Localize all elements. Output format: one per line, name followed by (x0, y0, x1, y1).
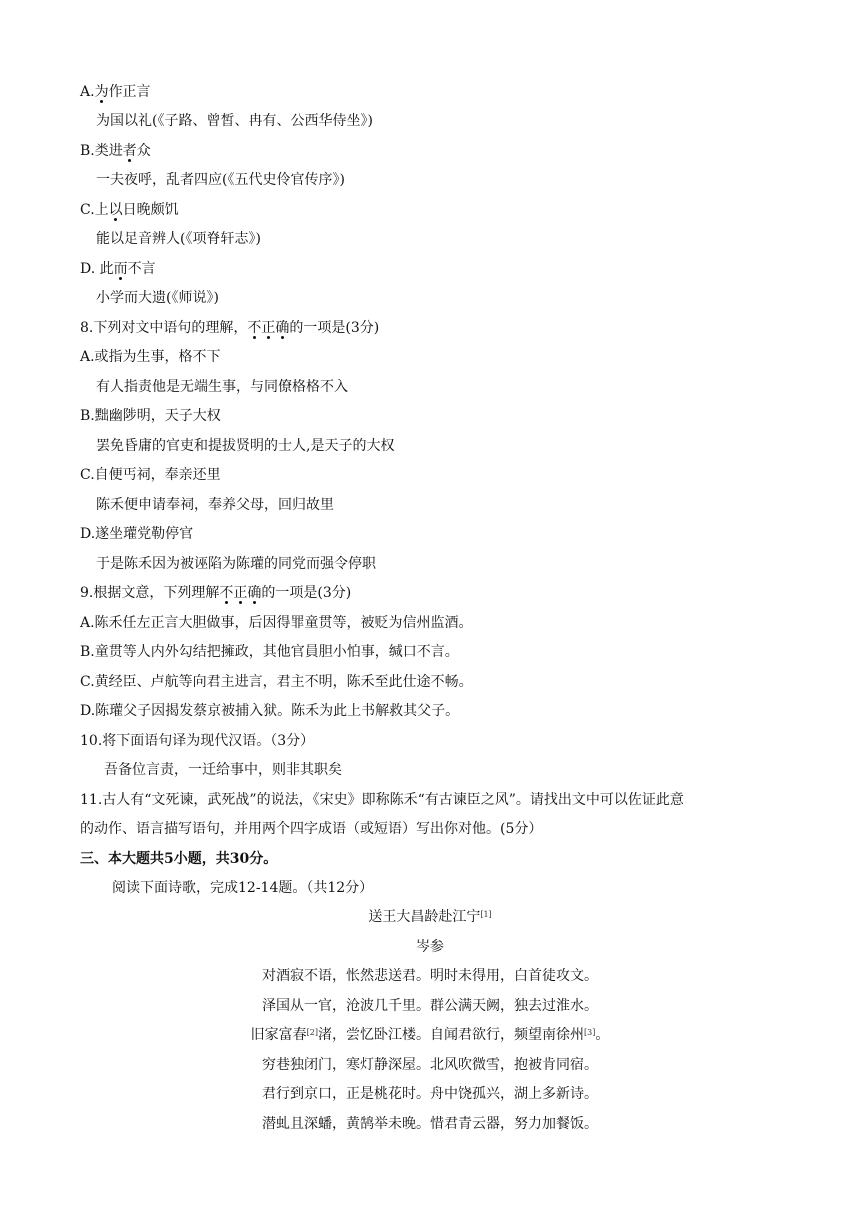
footnote-marker: [1] (480, 910, 492, 919)
text-segment: 的一项是(3分) (261, 585, 352, 601)
poem-line-1: 对酒寂不语，怅然悲送君。明时未得用，白首徒攻文。 (262, 968, 598, 984)
poem-line-4: 穷巷独闭门，寒灯静深屋。北风吹微雪，抱被肯同宿。 (262, 1057, 598, 1073)
poem-author: 岑参 (416, 939, 444, 955)
option-label: D. (80, 261, 96, 277)
q7-option-b-ref: 一夫夜呼，乱者四应(《五代史伶官传序》) (96, 172, 345, 188)
text-segment: 渚，尝忆卧江楼。自闻君欲行，频望南徐州 (318, 1027, 584, 1043)
poem-title-text: 送王大昌龄赴江宁 (368, 909, 481, 925)
text-segment: 众 (136, 143, 151, 159)
poem-line-5: 君行到京口，正是桃花时。舟中饶孤兴，湖上多新诗。 (262, 1086, 598, 1102)
q7-option-d-ref: 小学而大遗(《师说》) (96, 290, 219, 306)
emphasized-char: 正 (233, 585, 248, 601)
section-heading: 三、本大题共5小题，共30分。 (80, 851, 278, 867)
text-segment: 此 (95, 261, 114, 277)
emphasized-char: 确 (247, 585, 262, 601)
q8-option-b: B.黜幽陟明，天子大权 (80, 408, 221, 424)
emphasized-char: 正 (261, 320, 276, 336)
q10-sentence: 吾备位言责，一迁给事中，则非其职矣 (104, 762, 342, 778)
poem-line-2: 泽国从一官，沧波几千里。群公满天阙，独去过淮水。 (262, 998, 598, 1014)
poem-line-6: 潜虬且深蟠，黄鹄举未晚。惜君青云器，努力加餐饭。 (262, 1116, 598, 1132)
q7-option-c-ref: 能以足音辨人(《项脊轩志》) (96, 231, 261, 247)
section-intro: 阅读下面诗歌，完成12-14题。（共12分） (112, 880, 374, 896)
q9-stem (80, 583, 351, 603)
text-segment: 9.根据文意，下列理解 (80, 585, 220, 601)
text-segment: 日晚颇饥 (122, 202, 179, 218)
poem-title (0, 907, 860, 927)
text-segment: 类进 (94, 143, 123, 159)
q7-option-d (80, 259, 156, 279)
q9-option-a: A.陈禾任左正言大胆做事，后因得罪童贯等，被贬为信州监酒。 (80, 615, 473, 631)
emphasized-char: 者 (122, 143, 137, 159)
q8-stem (80, 318, 379, 338)
text-segment: 不言 (127, 261, 156, 277)
text-segment: 上 (94, 202, 109, 218)
text-segment: 的一项是(3分) (289, 320, 380, 336)
q11-line-1: 11.古人有“文死谏，武死战”的说法，《宋史》即称陈禾“有古谏臣之风”。请找出文中可以佐证此意 (80, 792, 684, 808)
q8-option-a-explanation: 有人指责他是无端生事，与同僚格格不入 (96, 379, 348, 395)
q7-option-a (80, 82, 151, 102)
q9-option-c: C.黄经臣、卢航等向君主进言，君主不明，陈禾至此仕途不畅。 (80, 674, 473, 690)
q7-option-c (80, 200, 179, 220)
q9-option-b: B.童贯等人内外勾结把擁政，其他官員胆小怕事，缄口不言。 (80, 644, 459, 660)
option-label: A. (80, 84, 95, 100)
q8-option-a: A.或指为生事，格不下 (80, 349, 221, 365)
poem-line-3 (0, 1025, 860, 1045)
option-label: C. (80, 202, 95, 218)
text-segment: 。 (595, 1027, 610, 1043)
option-label: B. (80, 143, 95, 159)
emphasized-char: 以 (108, 202, 123, 218)
q7-option-a-ref: 为国以礼(《子路、曾皙、冉有、公西华侍坐》) (96, 113, 373, 129)
emphasized-char: 不 (247, 320, 262, 336)
emphasized-char: 而 (113, 261, 128, 277)
q11-line-2: 的动作、语言描写语句，并用两个四字成语（或短语）写出你对他。(5分） (80, 821, 543, 837)
q8-option-d: D.遂坐瓘党勒停官 (80, 526, 194, 542)
q10-stem: 10.将下面语句译为现代汉语。（3分） (80, 733, 315, 749)
text-segment: 作正言 (108, 84, 151, 100)
q9-option-d: D.陈瓘父子因揭发蔡京被捕入狱。陈禾为此上书解救其父子。 (80, 703, 460, 719)
q7-option-b (80, 141, 151, 161)
text-segment: 8.下列对文中语句的理解， (80, 320, 248, 336)
q8-option-c-explanation: 陈禾便申请奉祠，奉养父母，回归故里 (96, 497, 334, 513)
q8-option-d-explanation: 于是陈禾因为被诬陷为陈瓘的同党而强令停职 (96, 556, 376, 572)
emphasized-char: 不 (219, 585, 234, 601)
emphasized-char: 确 (275, 320, 290, 336)
text-segment: 旧家富春 (250, 1027, 307, 1043)
emphasized-char: 为 (94, 84, 109, 100)
footnote-marker: [3] (584, 1028, 596, 1037)
q8-option-c: C.自便丐祠，奉亲还里 (80, 467, 221, 483)
footnote-marker: [2] (306, 1028, 318, 1037)
q8-option-b-explanation: 罢免昏庸的官吏和提拔贤明的士人,是天子的大权 (96, 438, 395, 454)
